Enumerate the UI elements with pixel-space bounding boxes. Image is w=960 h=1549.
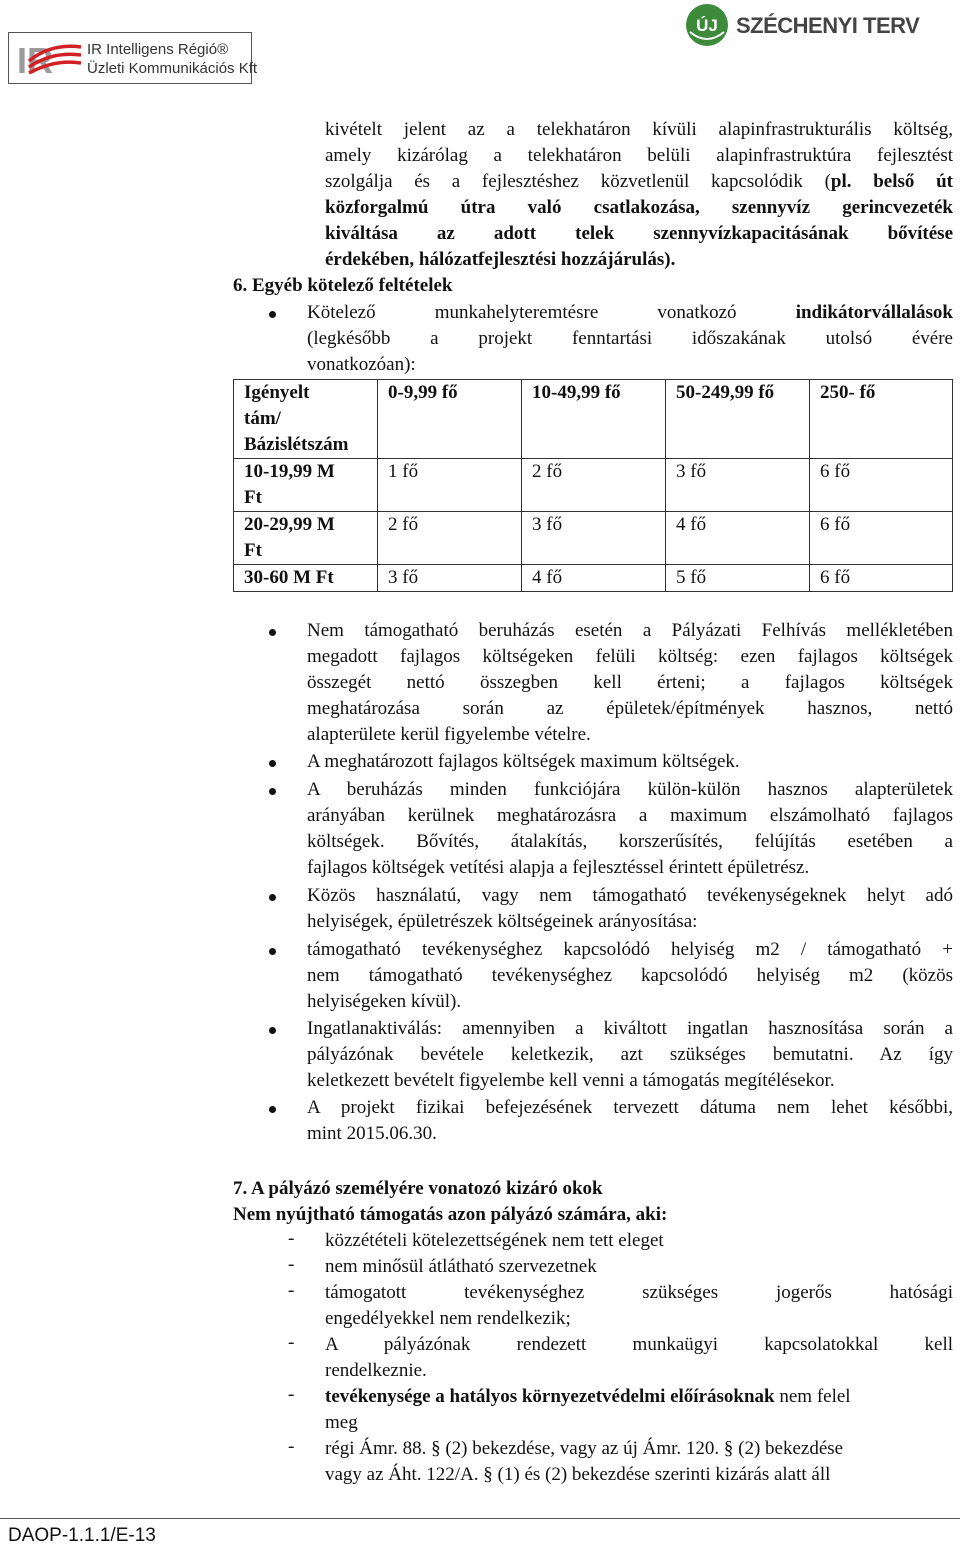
uj-badge-text: ÚJ xyxy=(696,16,718,35)
header-first-line-2: tám/ xyxy=(244,408,281,429)
dash-marker: - xyxy=(288,1436,295,1457)
exclusion-bold: tevékenysége a hatályos környezetvédelmi előírásoknak xyxy=(325,1386,775,1407)
indicator-line-1a: Kötelező munkahelyteremtésre vonatkozó xyxy=(307,302,737,323)
table-cell: 2 fő xyxy=(522,459,666,512)
bullet-line: A beruházás minden funkciójára külön-külön hasznos alapterületek xyxy=(307,779,953,800)
row-label-line: 30-60 M Ft xyxy=(244,567,334,588)
exclusion-line: A pályázónak rendezett munkaügyi kapcsolatokkal kell xyxy=(325,1334,953,1355)
table-row xyxy=(234,512,953,565)
row-label-line: Ft xyxy=(244,487,262,508)
intro-line-3a: szolgálja és a fejlesztéshez közvetlenül kapcsolódik ( xyxy=(325,171,831,192)
header-first-line-3: Bázislétszám xyxy=(244,434,349,455)
exclusion-item xyxy=(325,1254,953,1280)
exclusion-item xyxy=(325,1332,953,1384)
bullet-line: támogatható tevékenységhez kapcsolódó helyiség m2 / támogatható + xyxy=(307,939,953,960)
table-row xyxy=(234,565,953,592)
table-cell: 6 fő xyxy=(810,565,953,592)
table-row-label xyxy=(234,565,378,592)
dash-marker: - xyxy=(288,1332,295,1353)
exclusion-line xyxy=(325,1384,953,1410)
bullet-line: alapterülete kerül figyelembe vételre. xyxy=(307,724,591,745)
footer-rule xyxy=(0,1518,960,1519)
indicator-line-1 xyxy=(307,300,953,326)
indicator-bullet xyxy=(307,300,953,378)
intro-line-3 xyxy=(325,169,953,195)
svg-text:IR: IR xyxy=(17,40,53,81)
bullet-item xyxy=(307,1016,953,1094)
bullet-line: meghatározása során az épületek/építmények hasznos, nettó xyxy=(307,698,953,719)
bullet-line: Közös használatú, vagy nem támogatható tevékenységeknek helyt adó xyxy=(307,885,953,906)
ir-logo-line2: Üzleti Kommunikációs Kft xyxy=(87,60,258,77)
intro-line-4: közforgalmú útra való csatlakozása, szennyvíz gerincvezeték xyxy=(325,197,953,218)
bullet-line: Ingatlanaktiválás: amennyiben a kiváltott ingatlan hasznosítása során a xyxy=(307,1018,953,1039)
bullet-line: Nem támogatható beruházás esetén a Pályázati Felhívás mellékletében xyxy=(307,620,953,641)
row-label-line: 20-29,99 M xyxy=(244,514,335,535)
bullet-line: pályázónak bevétele keletkezik, azt szükséges bemutatni. Az így xyxy=(307,1044,953,1065)
bullet-line: fajlagos költségek vetítési alapja a fejlesztéssel érintett épületrész. xyxy=(307,857,810,878)
section-7-heading: 7. A pályázó személyére vonatozó kizáró okok xyxy=(233,1178,603,1199)
table-cell: 2 fő xyxy=(378,512,522,565)
bullet-line: nem támogatható tevékenységhez kapcsolódó helyiség m2 (közös xyxy=(307,965,953,986)
indicator-line-1b: indikátorvállalások xyxy=(795,302,954,323)
bullet-line: A meghatározott fajlagos költségek maximum költségek. xyxy=(307,751,740,772)
bullet-line: mint 2015.06.30. xyxy=(307,1123,437,1144)
bullet-item xyxy=(307,777,953,881)
uj-badge-icon xyxy=(684,2,730,48)
table-cell: 4 fő xyxy=(666,512,810,565)
ir-logo xyxy=(8,32,258,84)
bullet-line: költségek. Bővítés, átalakítás, korszerűsítés, felújítás esetében a xyxy=(307,831,953,852)
indicator-line-2: (legkésőbb a projekt fenntartási időszakának utolsó évére xyxy=(307,328,953,349)
row-label-line: 10-19,99 M xyxy=(244,461,335,482)
bullet-dot xyxy=(269,311,276,318)
table-row-label xyxy=(234,512,378,565)
table-header-cell: 50-249,99 fő xyxy=(666,380,810,459)
table-cell: 6 fő xyxy=(810,512,953,565)
bullet-dot xyxy=(269,948,276,955)
exclusion-item xyxy=(325,1280,953,1332)
bullet-line: összegét nettó összegben kell érteni; a fajlagos költségek xyxy=(307,672,953,693)
exclusion-line: nem minősül átlátható szervezetnek xyxy=(325,1256,597,1277)
bullet-dot xyxy=(269,1027,276,1034)
dash-marker: - xyxy=(288,1228,295,1249)
table-header-cell: 250- fő xyxy=(810,380,953,459)
table-cell: 6 fő xyxy=(810,459,953,512)
indicator-table xyxy=(233,379,953,592)
dash-marker: - xyxy=(288,1384,295,1405)
szechenyi-terv-logo xyxy=(684,2,924,52)
bullet-item xyxy=(307,883,953,935)
intro-line-5: kiváltása az adott telek szennyvízkapacitásának bővítése xyxy=(325,223,953,244)
bullet-line: megadott fajlagos költségeken felüli költség: ezen fajlagos költségek xyxy=(307,646,953,667)
bullet-dot xyxy=(269,894,276,901)
table-cell: 3 fő xyxy=(666,459,810,512)
exclusion-line: rendelkeznie. xyxy=(325,1360,427,1381)
table-row xyxy=(234,459,953,512)
table-cell: 4 fő xyxy=(522,565,666,592)
table-header-cell: 0-9,99 fő xyxy=(378,380,522,459)
table-cell: 3 fő xyxy=(522,512,666,565)
bullet-line: arányában kerülnek meghatározásra a maximum elszámolható fajlagos xyxy=(307,805,953,826)
exclusion-line: közzétételi kötelezettségének nem tett eleget xyxy=(325,1230,664,1251)
bullet-line: helyiségek, épületrészek költségeinek arányosítása: xyxy=(307,911,698,932)
bullet-item xyxy=(307,618,953,748)
exclusion-item xyxy=(325,1384,953,1436)
ir-logo-line1: IR Intelligens Régió® xyxy=(87,41,229,58)
bullet-item xyxy=(307,749,953,775)
table-cell: 5 fő xyxy=(666,565,810,592)
exclusion-line: támogatott tevékenységhez szükséges jogerős hatósági xyxy=(325,1282,953,1303)
exclusion-line: régi Ámr. 88. § (2) bekezdése, vagy az új Ámr. 120. § (2) bekezdése xyxy=(325,1438,844,1459)
row-label-line: Ft xyxy=(244,540,262,561)
indicator-line-3: vonatkozóan): xyxy=(307,354,416,375)
table-cell: 1 fő xyxy=(378,459,522,512)
intro-line-1: kivételt jelent az a telekhatáron kívüli alapinfrastrukturális költség, xyxy=(325,119,953,140)
exclusion-rest: nem felel xyxy=(774,1386,851,1407)
footer-code: DAOP-1.1.1/E-13 xyxy=(8,1525,156,1546)
table-header-row xyxy=(234,380,953,459)
bullet-item xyxy=(307,937,953,1015)
bullet-dot xyxy=(269,1106,276,1113)
bullet-line: A projekt fizikai befejezésének tervezett dátuma nem lehet későbbi, xyxy=(307,1097,953,1118)
dash-marker: - xyxy=(288,1254,295,1275)
bullet-dot xyxy=(269,788,276,795)
bullet-item xyxy=(307,1095,953,1147)
bullet-line: keletkezett bevételt figyelembe kell venni a támogatás megítélésekor. xyxy=(307,1070,835,1091)
bullet-dot xyxy=(269,760,276,767)
intro-line-6: érdekében, hálózatfejlesztési hozzájárulás). xyxy=(325,249,676,270)
table-row-label xyxy=(234,459,378,512)
section-6-heading: 6. Egyéb kötelező feltételek xyxy=(233,275,453,296)
header-first-line-1: Igényelt xyxy=(244,382,310,403)
intro-line-3b: pl. belső út xyxy=(830,171,953,192)
intro-line-2: amely kizárólag a telekhatáron belüli alapinfrastruktúra fejlesztést xyxy=(325,145,953,166)
dash-marker: - xyxy=(288,1280,295,1301)
intro-paragraph xyxy=(325,117,953,273)
bullet-dot xyxy=(269,629,276,636)
exclusion-item xyxy=(325,1228,953,1254)
table-cell: 3 fő xyxy=(378,565,522,592)
exclusion-line: meg xyxy=(325,1412,358,1433)
ir-logo-mark-icon xyxy=(15,37,85,81)
exclusion-line: engedélyekkel nem rendelkezik; xyxy=(325,1308,571,1329)
exclusion-item xyxy=(325,1436,953,1488)
section-7-subheading: Nem nyújtható támogatás azon pályázó számára, aki: xyxy=(233,1204,668,1225)
table-header-cell: 10-49,99 fő xyxy=(522,380,666,459)
exclusion-line: vagy az Áht. 122/A. § (1) és (2) bekezdése szerinti kizárás alatt áll xyxy=(325,1464,831,1485)
table-header-first xyxy=(234,380,378,459)
bullet-line: helyiségeken kívül). xyxy=(307,991,462,1012)
szechenyi-terv-text: SZÉCHENYI TERV xyxy=(736,13,920,38)
